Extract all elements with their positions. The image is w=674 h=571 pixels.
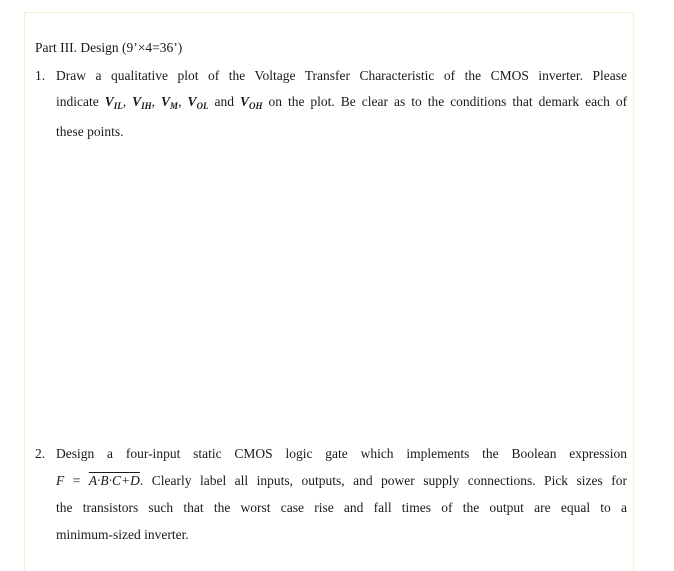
q2-text-1: Design a four-input static CMOS logic gate which implements the Boolean expression (56, 446, 627, 461)
q1-indicate: indicate (56, 94, 99, 109)
question-2 (35, 440, 627, 548)
q2-line-3: the transistors such that the worst case rise and fall times of the output are equal to a (56, 500, 627, 515)
q2-number: 2. (35, 446, 46, 461)
q1-and: and (214, 94, 234, 109)
q2-line-2 (35, 467, 627, 494)
v-ol-symbol: $V_{OL}$ (187, 94, 209, 111)
question-1 (35, 63, 627, 145)
q2-text-2: . Clearly label all inputs, outputs, and power supply connections. Pick sizes for (139, 473, 627, 488)
q1-line-3: these points. (56, 124, 124, 139)
v-oh-symbol: $V_{OH}$ (239, 94, 263, 111)
q1-line-2: indicate $V_{IL}$, $V_{IH}$, $V_M$, $V_{OL}$ and $V_{OH}$ on the plot. Be clear as to the conditions that demark each of (56, 94, 628, 111)
v-il-symbol: $V_{IL}$ (104, 94, 123, 111)
q1-number: 1. (35, 68, 46, 83)
q1-text-2: on the plot. Be clear as to the conditions that demark each of (268, 94, 628, 109)
q2-line-1 (35, 440, 627, 467)
q2-line-4: minimum-sized inverter. (56, 527, 189, 542)
v-ih-symbol: $V_{IH}$ (132, 94, 152, 111)
q1-line-1 (35, 63, 627, 89)
part-heading: Part III. Design (9’×4=36’) (35, 40, 183, 55)
v-m-symbol: $V_M$ (161, 94, 179, 111)
boolean-expression: F = A·B·C+D (56, 473, 140, 488)
expression-overline: A·B·C+D (88, 473, 140, 488)
q1-text-1: Draw a qualitative plot of the Voltage Transfer Characteristic of the CMOS inverter. Please (56, 68, 627, 83)
